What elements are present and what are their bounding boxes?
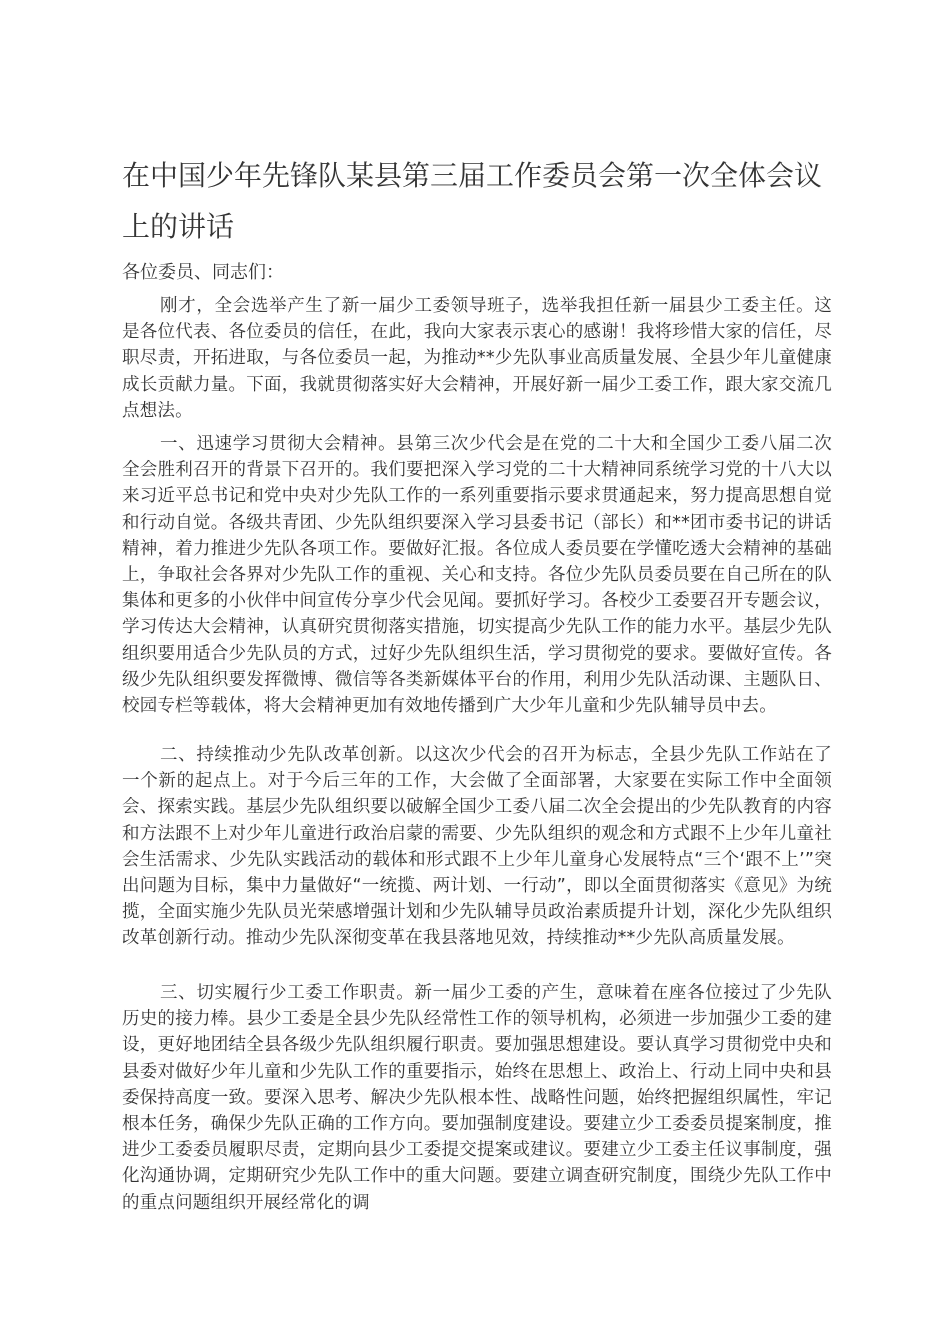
paragraph-intro: 刚才，全会选举产生了新一届少工委领导班子，选举我担任新一届县少工委主任。这是各位代表、各位委员的信任，在此，我向大家表示衷心的感谢！我将珍惜大家的信任，尽职尽责，开拓进取，与各位委员一起，为推动**少先队事业高质量发展、全县少年儿童健康成长贡献力量。下面，我就贯彻落实好大会精神，开展好新一届少工委工作，跟大家交流几点想法。 xyxy=(122,296,832,421)
document-title: 在中国少年先锋队某县第三届工作委员会第一次全体会议上的讲话 xyxy=(122,159,823,243)
paragraph-section-3: 三、切实履行少工委工作职责。新一届少工委的产生，意味着在座各位接过了少先队历史的接力棒。县少工委是全县少先队经常性工作的领导机构，必须进一步加强少工委的建设，更好地团结全县各级少先队组织履行职责。要加强思想建设。要认真学习贯彻党中央和县委对做好少年儿童和少先队工作的重要指示，始终在思想上、政治上、行动上同中央和县委保持高度一致。要深入思考、解决少先队根本性、战略性问题，始终把握组织属性，牢记根本任务，确保少先队正确的工作方向。要加强制度建设。要建立少工委委员提案制度，推进少工委委员履职尽责，定期向县少工委提交提案或建议。要建立少工委主任议事制度，强化沟通协调，定期研究少先队工作中的重大问题。要建立调查研究制度，围绕少先队工作中的重点问题组织开展经常化的调 xyxy=(122,983,832,1213)
salutation: 各位委员、同志们： xyxy=(122,262,284,283)
paragraph-section-2: 二、持续推动少先队改革创新。以这次少代会的召开为标志，全县少先队工作站在了一个新的起点上。对于今后三年的工作，大会做了全面部署，大家要在实际工作中全面领会、探索实践。基层少先队组织要以破解全国少工委八届二次全会提出的少先队教育的内容和方法跟不上对少年儿童进行政治启蒙的需要、少先队组织的观念和方式跟不上少年儿童社会生活需求、少先队实践活动的载体和形式跟不上少年儿童身心发展特点“三个‘跟不上’”突出问题为目标，集中力量做好“一统揽、两计划、一行动”，即以全面贯彻落实《意见》为统揽，全面实施少先队员光荣感增强计划和少先队辅导员政治素质提升计划，深化少先队组织改革创新行动。推动少先队深彻变革在我县落地见效，持续推动**少先队高质量发展。 xyxy=(122,745,832,949)
paragraph-section-1: 一、迅速学习贯彻大会精神。县第三次少代会是在党的二十大和全国少工委八届二次全会胜利召开的背景下召开的。我们要把深入学习党的二十大精神同系统学习党的十八大以来习近平总书记和党中央对少先队工作的一系列重要指示要求贯通起来，努力提高思想自觉和行动自觉。各级共青团、少先队组织要深入学习县委书记（部长）和**团市委书记的讲话精神，着力推进少先队各项工作。要做好汇报。各位成人委员要在学懂吃透大会精神的基础上，争取社会各界对少先队工作的重视、关心和支持。各位少先队员委员要在自己所在的队集体和更多的小伙伴中间宣传分享少代会见闻。要抓好学习。各校少工委要召开专题会议，学习传达大会精神，认真研究贯彻落实措施，切实提高少先队工作的能力水平。基层少先队组织要用适合少先队员的方式，过好少先队组织生活，学习贯彻党的要求。要做好宣传。各级少先队组织要发挥微博、微信等各类新媒体平台的作用，利用少先队活动课、主题队日、校园专栏等载体，将大会精神更加有效地传播到广大少年儿童和少先队辅导员中去。 xyxy=(122,434,832,717)
